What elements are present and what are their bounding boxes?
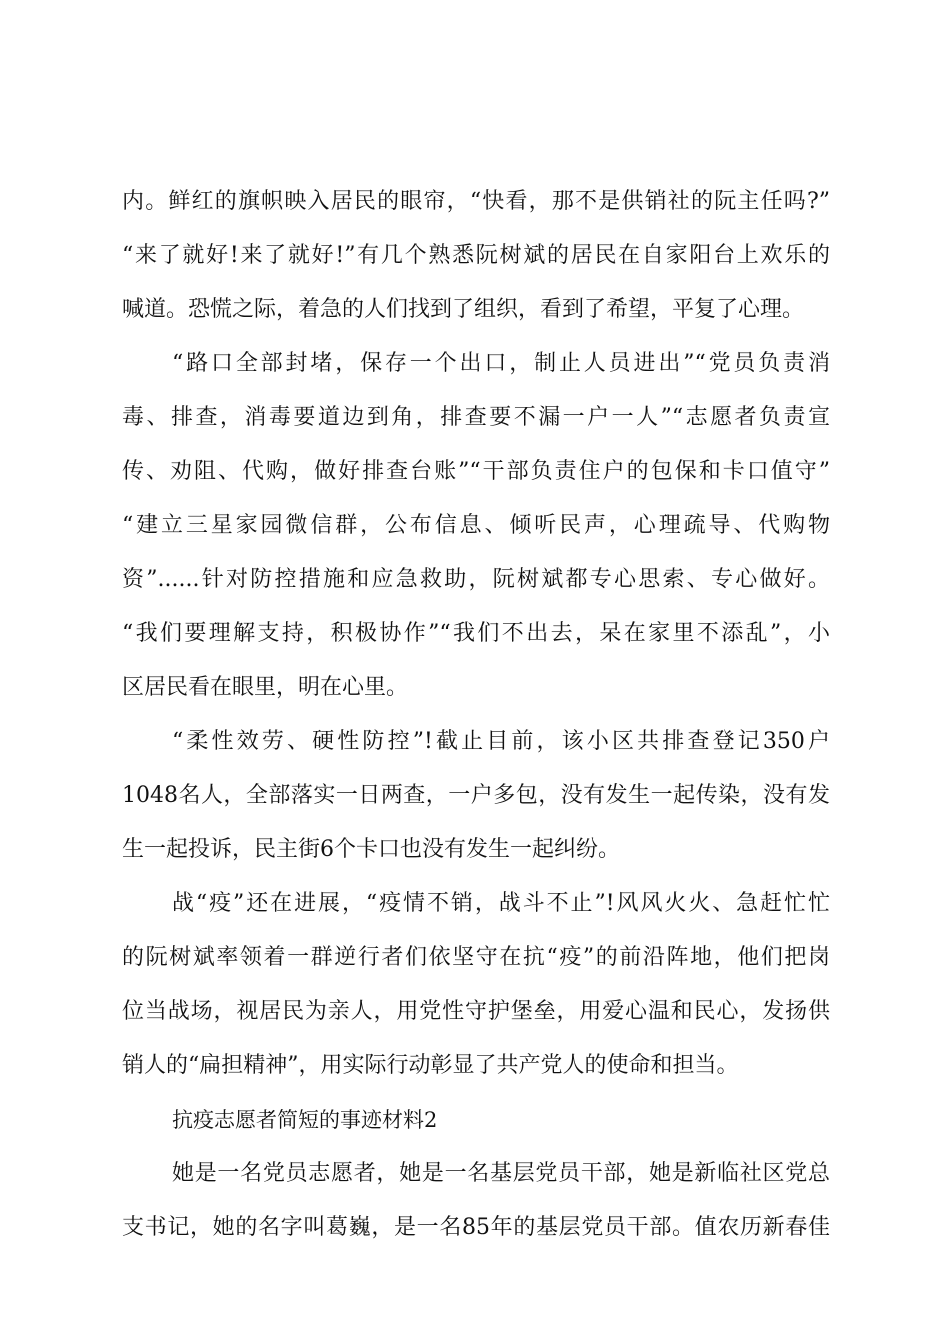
text-line: “我们要理解支持，积极协作”“我们不出去，呆在家里不添乱”，小 bbox=[122, 621, 830, 646]
section-heading: 抗疫志愿者简短的事迹材料2 bbox=[172, 1108, 438, 1132]
text-line: 她是一名党员志愿者，她是一名基层党员干部，她是新临社区党总 bbox=[172, 1161, 830, 1186]
text-line: 资”......针对防控措施和应急救助，阮树斌都专心思索、专心做好。 bbox=[122, 567, 830, 592]
text-line: 区居民看在眼里，明在心里。 bbox=[122, 675, 409, 700]
text-line: “建立三星家园微信群，公布信息、倾听民声，心理疏导、代购物 bbox=[122, 513, 830, 538]
text-line: 喊道。恐慌之际，着急的人们找到了组织，看到了希望，平复了心理。 bbox=[122, 297, 805, 322]
text-line: “路口全部封堵，保存一个出口，制止人员进出”“党员负责消 bbox=[172, 351, 830, 376]
text-line: 传、劝阻、代购，做好排查台账”“干部负责住户的包保和卡口值守” bbox=[122, 459, 830, 484]
text-line: 1048名人，全部落实一日两查，一户多包，没有发生一起传染，没有发 bbox=[122, 783, 830, 808]
text-line: 支书记，她的名字叫葛巍，是一名85年的基层党员干部。值农历新春佳 bbox=[122, 1215, 830, 1240]
text-line: 销人的“扁担精神”，用实际行动彰显了共产党人的使命和担当。 bbox=[122, 1053, 739, 1078]
text-line: 毒、排查，消毒要道边到角，排查要不漏一户一人”“志愿者负责宣 bbox=[122, 405, 830, 430]
text-line: 内。鲜红的旗帜映入居民的眼帘，“快看，那不是供销社的阮主任吗?” bbox=[122, 189, 830, 214]
text-line: “来了就好!来了就好!”有几个熟悉阮树斌的居民在自家阳台上欢乐的 bbox=[122, 243, 830, 268]
text-line: 位当战场，视居民为亲人，用党性守护堡垒，用爱心温和民心，发扬供 bbox=[122, 999, 830, 1024]
text-line: 战“疫”还在进展，“疫情不销，战斗不止”!风风火火、急赶忙忙 bbox=[172, 891, 830, 916]
text-line: “柔性效劳、硬性防控”!截止目前，该小区共排查登记350户 bbox=[172, 729, 830, 754]
text-line: 的阮树斌率领着一群逆行者们依坚守在抗“疫”的前沿阵地，他们把岗 bbox=[122, 945, 830, 970]
text-line: 生一起投诉，民主街6个卡口也没有发生一起纠纷。 bbox=[122, 837, 620, 862]
